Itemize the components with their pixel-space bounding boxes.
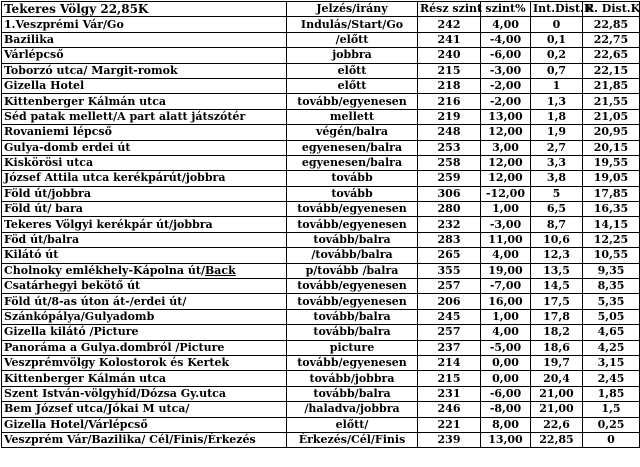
header-row — [2, 2, 640, 17]
r-dist-cell: 20,95 — [583, 125, 640, 140]
int-dist-cell: 0,1 — [531, 32, 583, 47]
percent-cell: -2,00 — [481, 78, 531, 93]
int-dist-cell: 22,6 — [531, 417, 583, 432]
percent-cell: 0,00 — [481, 371, 531, 386]
table-row — [2, 109, 640, 124]
r-dist-cell: 21,55 — [583, 94, 640, 109]
r-dist-cell: 22,85 — [583, 17, 640, 32]
r-dist-cell: 19,55 — [583, 155, 640, 170]
direction-cell: előtt — [287, 63, 418, 78]
table-row — [2, 340, 640, 355]
r-dist-cell: 16,35 — [583, 202, 640, 217]
percent-cell: 19,00 — [481, 263, 531, 278]
r-dist-cell: 19,05 — [583, 171, 640, 186]
r-dist-cell: 1,5 — [583, 402, 640, 417]
r-dist-cell: 22,65 — [583, 48, 640, 63]
direction-cell: tovább — [287, 186, 418, 201]
table-row — [2, 309, 640, 324]
level-cell: 257 — [418, 325, 481, 340]
waypoint-name-cell: Föd út/balra — [2, 232, 287, 247]
direction-cell: tovább/balra — [287, 232, 418, 247]
table-row — [2, 402, 640, 417]
percent-cell: 11,00 — [481, 232, 531, 247]
level-cell: 206 — [418, 294, 481, 309]
waypoint-name-cell: Séd patak mellett/A part alatt játszótér — [2, 109, 287, 124]
direction-cell: /előtt — [287, 32, 418, 47]
int-dist-cell: 5 — [531, 186, 583, 201]
table-row — [2, 17, 640, 32]
int-dist-cell: 1,3 — [531, 94, 583, 109]
direction-cell: egyenesen/balra — [287, 140, 418, 155]
int-dist-cell: 17,5 — [531, 294, 583, 309]
percent-cell: 13,00 — [481, 432, 531, 447]
int-dist-cell: 18,6 — [531, 340, 583, 355]
int-dist-cell: 2,7 — [531, 140, 583, 155]
r-dist-cell: 5,35 — [583, 294, 640, 309]
direction-cell: tovább/egyenesen — [287, 217, 418, 232]
col-header-int-dist: Int.Dist.K — [531, 2, 583, 17]
waypoint-name-cell: Csatárhegyi bekötő út — [2, 279, 287, 294]
int-dist-cell: 6,5 — [531, 202, 583, 217]
table-row — [2, 263, 640, 278]
int-dist-cell: 12,3 — [531, 248, 583, 263]
route-table — [1, 1, 640, 448]
level-cell: 215 — [418, 63, 481, 78]
table-row — [2, 248, 640, 263]
waypoint-name-cell: Kiskörösi utca — [2, 155, 287, 170]
waypoint-name-cell: Bazilika — [2, 32, 287, 47]
table-row — [2, 279, 640, 294]
int-dist-cell: 19,7 — [531, 355, 583, 370]
table-row — [2, 63, 640, 78]
percent-cell: -3,00 — [481, 217, 531, 232]
percent-cell: -6,00 — [481, 386, 531, 401]
r-dist-cell: 2,45 — [583, 371, 640, 386]
table-row — [2, 78, 640, 93]
direction-cell: végén/balra — [287, 125, 418, 140]
percent-cell: 1,00 — [481, 202, 531, 217]
int-dist-cell: 22,85 — [531, 432, 583, 447]
waypoint-name-cell: Kittenberger Kálmán utca — [2, 371, 287, 386]
back-label: Back — [204, 263, 236, 277]
level-cell: 218 — [418, 78, 481, 93]
level-cell: 239 — [418, 432, 481, 447]
table-row — [2, 140, 640, 155]
percent-cell: 12,00 — [481, 125, 531, 140]
waypoint-name-cell: Föld út/jobbra — [2, 186, 287, 201]
waypoint-name-cell: Gizella Hotel/Várlépcső — [2, 417, 287, 432]
direction-cell: tovább/balra — [287, 309, 418, 324]
percent-cell: -6,00 — [481, 48, 531, 63]
level-cell: 231 — [418, 386, 481, 401]
direction-cell: /tovább/balra — [287, 248, 418, 263]
waypoint-name-cell: Föld út/ bara — [2, 202, 287, 217]
int-dist-cell: 8,7 — [531, 217, 583, 232]
int-dist-cell: 0,7 — [531, 63, 583, 78]
waypoint-name-cell: Várlépcső — [2, 48, 287, 63]
r-dist-cell: 21,05 — [583, 109, 640, 124]
table-body — [2, 17, 640, 448]
table-row — [2, 171, 640, 186]
direction-cell: egyenesen/balra — [287, 155, 418, 170]
direction-cell: tovább/balra — [287, 386, 418, 401]
int-dist-cell: 10,6 — [531, 232, 583, 247]
waypoint-name-cell: Gulya-domb erdei út — [2, 140, 287, 155]
waypoint-name-cell: Veszprém Vár/Bazilika/ Cél/Finis/Érkezés — [2, 432, 287, 447]
r-dist-cell: 12,25 — [583, 232, 640, 247]
waypoint-name-cell: 1.Veszprémi Vár/Go — [2, 17, 287, 32]
r-dist-cell: 22,15 — [583, 63, 640, 78]
waypoint-name-cell: Gizella Hotel — [2, 78, 287, 93]
direction-cell: tovább/egyenesen — [287, 202, 418, 217]
r-dist-cell: 5,05 — [583, 309, 640, 324]
percent-cell: 4,00 — [481, 248, 531, 263]
percent-cell: -4,00 — [481, 32, 531, 47]
r-dist-cell: 9,35 — [583, 263, 640, 278]
percent-cell: -8,00 — [481, 402, 531, 417]
waypoint-name-cell: Toborzó utca/ Margit-romok — [2, 63, 287, 78]
percent-cell: 12,00 — [481, 171, 531, 186]
col-header-direction: Jelzés/irány — [287, 2, 418, 17]
r-dist-cell: 0 — [583, 432, 640, 447]
int-dist-cell: 21,00 — [531, 386, 583, 401]
direction-cell: tovább/egyenesen — [287, 355, 418, 370]
percent-cell: -3,00 — [481, 63, 531, 78]
r-dist-cell: 20,15 — [583, 140, 640, 155]
waypoint-name-cell: Szánkópálya/Gulyadomb — [2, 309, 287, 324]
level-cell: 242 — [418, 17, 481, 32]
level-cell: 259 — [418, 171, 481, 186]
percent-cell: -2,00 — [481, 94, 531, 109]
int-dist-cell: 1 — [531, 78, 583, 93]
level-cell: 232 — [418, 217, 481, 232]
level-cell: 280 — [418, 202, 481, 217]
percent-cell: 16,00 — [481, 294, 531, 309]
waypoint-name-cell: József Attila utca kerékpárút/jobbra — [2, 171, 287, 186]
direction-cell: tovább/egyenesen — [287, 279, 418, 294]
level-cell: 216 — [418, 94, 481, 109]
level-cell: 246 — [418, 402, 481, 417]
direction-cell: előtt/ — [287, 417, 418, 432]
r-dist-cell: 22,75 — [583, 32, 640, 47]
table-row — [2, 155, 640, 170]
r-dist-cell: 17,85 — [583, 186, 640, 201]
r-dist-cell: 1,85 — [583, 386, 640, 401]
percent-cell: 3,00 — [481, 140, 531, 155]
waypoint-name-cell: Föld út/8-as úton át-/erdei út/ — [2, 294, 287, 309]
level-cell: 253 — [418, 140, 481, 155]
table-row — [2, 202, 640, 217]
r-dist-cell: 14,15 — [583, 217, 640, 232]
percent-cell: 4,00 — [481, 17, 531, 32]
table-row — [2, 232, 640, 247]
int-dist-cell: 20,4 — [531, 371, 583, 386]
table-row — [2, 432, 640, 447]
int-dist-cell: 13,5 — [531, 263, 583, 278]
waypoint-name-cell — [2, 263, 287, 278]
int-dist-cell: 3,3 — [531, 155, 583, 170]
int-dist-cell: 0,2 — [531, 48, 583, 63]
direction-cell: tovább/balra — [287, 325, 418, 340]
direction-cell: Indulás/Start/Go — [287, 17, 418, 32]
waypoint-name-cell: Kilátó út — [2, 248, 287, 263]
table-row — [2, 125, 640, 140]
direction-cell: jobbra — [287, 48, 418, 63]
direction-cell: tovább/jobbra — [287, 371, 418, 386]
table-row — [2, 386, 640, 401]
int-dist-cell: 1,9 — [531, 125, 583, 140]
col-header-r-dist: R. Dist.K — [583, 2, 640, 17]
level-cell: 258 — [418, 155, 481, 170]
r-dist-cell: 10,55 — [583, 248, 640, 263]
waypoint-name-cell: Rovaniemi lépcső — [2, 125, 287, 140]
direction-cell: előtt — [287, 78, 418, 93]
level-cell: 248 — [418, 125, 481, 140]
direction-cell: mellett — [287, 109, 418, 124]
r-dist-cell: 4,65 — [583, 325, 640, 340]
table-row — [2, 417, 640, 432]
level-cell: 283 — [418, 232, 481, 247]
level-cell: 306 — [418, 186, 481, 201]
percent-cell: 8,00 — [481, 417, 531, 432]
r-dist-cell: 3,15 — [583, 355, 640, 370]
level-cell: 257 — [418, 279, 481, 294]
direction-cell: /haladva/jobbra — [287, 402, 418, 417]
table-row — [2, 186, 640, 201]
table-row — [2, 294, 640, 309]
table-row — [2, 325, 640, 340]
level-cell: 219 — [418, 109, 481, 124]
percent-cell: 12,00 — [481, 155, 531, 170]
waypoint-name-cell: Veszprémvölgy Kolostorok és Kertek — [2, 355, 287, 370]
direction-cell: tovább/egyenesen — [287, 94, 418, 109]
table-row — [2, 94, 640, 109]
direction-cell: tovább — [287, 171, 418, 186]
r-dist-cell: 4,25 — [583, 340, 640, 355]
r-dist-cell: 0,25 — [583, 417, 640, 432]
level-cell: 214 — [418, 355, 481, 370]
level-cell: 241 — [418, 32, 481, 47]
level-cell: 245 — [418, 309, 481, 324]
percent-cell: 1,00 — [481, 309, 531, 324]
level-cell: 265 — [418, 248, 481, 263]
int-dist-cell: 1,8 — [531, 109, 583, 124]
int-dist-cell: 3,8 — [531, 171, 583, 186]
col-header-percent: szint% — [481, 2, 531, 17]
waypoint-name-cell: Kittenberger Kálmán utca — [2, 94, 287, 109]
level-cell: 237 — [418, 340, 481, 355]
r-dist-cell: 8,35 — [583, 279, 640, 294]
direction-cell: p/tovább /balra — [287, 263, 418, 278]
table-row — [2, 48, 640, 63]
waypoint-name-cell: Tekeres Völgyi kerékpár út/jobbra — [2, 217, 287, 232]
level-cell: 240 — [418, 48, 481, 63]
percent-cell: 13,00 — [481, 109, 531, 124]
table-row — [2, 355, 640, 370]
direction-cell: tovább/egyenesen — [287, 294, 418, 309]
waypoint-name-cell: Panoráma a Gulya.dombról /Picture — [2, 340, 287, 355]
waypoint-name-text: Cholnoky emlékhely-Kápolna út/ — [4, 263, 205, 277]
waypoint-name-cell: Szent István-völgyhíd/Dózsa Gy.utca — [2, 386, 287, 401]
waypoint-name-cell: Bem József utca/Jókai M utca/ — [2, 402, 287, 417]
direction-cell: picture — [287, 340, 418, 355]
r-dist-cell: 21,85 — [583, 78, 640, 93]
table-row — [2, 217, 640, 232]
table-row — [2, 32, 640, 47]
table-row — [2, 371, 640, 386]
col-header-level: Rész szint — [418, 2, 481, 17]
level-cell: 355 — [418, 263, 481, 278]
int-dist-cell: 21,00 — [531, 402, 583, 417]
percent-cell: -7,00 — [481, 279, 531, 294]
table-title: Tekeres Völgy 22,85K — [2, 2, 287, 17]
waypoint-name-cell: Gizella kilátó /Picture — [2, 325, 287, 340]
percent-cell: -5,00 — [481, 340, 531, 355]
percent-cell: 4,00 — [481, 325, 531, 340]
int-dist-cell: 0 — [531, 17, 583, 32]
percent-cell: -12,00 — [481, 186, 531, 201]
int-dist-cell: 17,8 — [531, 309, 583, 324]
level-cell: 215 — [418, 371, 481, 386]
percent-cell: 0,00 — [481, 355, 531, 370]
int-dist-cell: 18,2 — [531, 325, 583, 340]
direction-cell: Érkezés/Cél/Finis — [287, 432, 418, 447]
int-dist-cell: 14,5 — [531, 279, 583, 294]
level-cell: 221 — [418, 417, 481, 432]
